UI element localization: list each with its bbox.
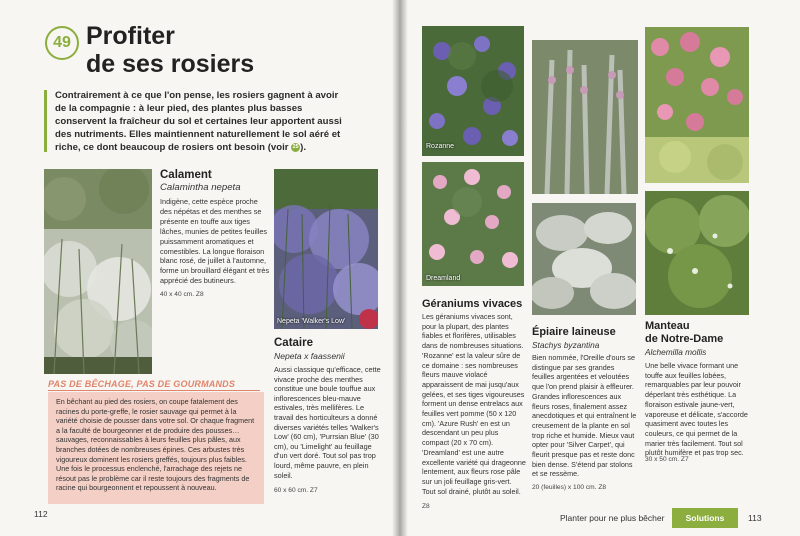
sidebar-box: [48, 392, 264, 504]
page-title: [86, 22, 326, 78]
geranium-rozanne-photo: [422, 26, 524, 156]
manteau-name-line-2: de Notre-Dame: [645, 333, 724, 345]
calament-name: Calament: [160, 169, 212, 181]
page-reference-badge: 25: [292, 144, 299, 151]
rozanne-photo-caption: Rozanne: [426, 143, 455, 150]
manteau-name: [645, 320, 723, 346]
cataire-photo: [274, 169, 378, 329]
intro-accent-bar: [44, 90, 47, 152]
page-number-right: 113: [748, 513, 762, 523]
chapter-number-badge: 49: [45, 26, 79, 60]
cataire-size: 60 x 60 cm. Z7: [274, 487, 318, 494]
intro-end: ).: [300, 142, 307, 154]
calament-description: Indigène, cette espèce proche des népétas et des menthes se présente en touffe aux tiges lâches, munies de petites feuilles puissamment aromatiques et comestibles. La longue floraison blanc rosé, de juillet à l'automne, forme un brouillard élégant et très apprécié des butineurs.: [160, 197, 270, 286]
cataire-photo-caption: Nepeta 'Walker's Low': [277, 318, 346, 325]
sidebar-box-rule: [48, 390, 260, 391]
calament-photo: [44, 169, 152, 374]
epiaire-size: 20 (feuilles) x 100 cm. Z8: [532, 484, 607, 491]
title-line-2: de ses rosiers: [86, 50, 255, 78]
epiaire-flower-photo: [532, 40, 638, 194]
sidebar-box-title: PAS DE BÊCHAGE, PAS DE GOURMANDS: [48, 379, 236, 389]
cataire-description: Aussi classique qu'efficace, cette vivace proche des menthes constitue une boule touffue aux inflorescences bleu-mauve estivales, très mellifères. Le travail des horticulteurs a donné diverses variétés telles 'Walker's Low' (60 cm), 'Purrsian Blue' (30 cm), ou 'Limelight' au feuillage d'un vert doré. Tout sol pas trop lourd, même pauvre, en plein soleil.: [274, 365, 381, 480]
title-line-1: Profiter: [86, 22, 175, 50]
footer-section-tab: Solutions: [672, 508, 738, 528]
manteau-latin: Alchemilla mollis: [645, 347, 707, 357]
calament-size: 40 x 40 cm. Z8: [160, 291, 204, 298]
calament-latin: Calamintha nepeta: [160, 182, 241, 193]
roses-photo: [645, 27, 749, 183]
geraniums-description: Les géraniums vivaces sont, pour la plupart, des plantes fiables et florifères, utilisables dans de nombreuses situations. 'Rozanne' est la valeur sûre de ce domaine : ses nombreuses fleurs mauve violacé apparaissent de mai jusqu'aux gelées, et ses tiges vigoureuses forment un dense entrelacs aux feuilles vert pomme (50 x 120 cm). 'Azure Rush' en est un descendant un peu plus compact (20 x 70 cm). 'Dreamland' est une autre excellente variété qui drageonne lentement, aux fleurs rose pâle sur un joli feuillage gris-vert. Tout sol drainé, plutôt au soleil.: [422, 312, 526, 496]
intro-text: Contrairement à ce que l'on pense, les rosiers gagnent à avoir de la compagnie : à leur pied, des plantes plus basses conservent la fraîcheur du sol et certaines leur apportent aussi des nutriments. Elles maintiennent naturellement le sol aéré et riche, ce dont beaucoup de rosiers ont besoin (voir: [55, 90, 342, 154]
intro-paragraph: [55, 89, 351, 154]
epiaire-name: Épiaire laineuse: [532, 326, 616, 338]
cataire-name: Cataire: [274, 337, 313, 349]
alchemilla-photo: [645, 191, 749, 315]
footer-section-label: Planter pour ne plus bêcher: [560, 513, 665, 523]
geraniums-name: Géraniums vivaces: [422, 298, 523, 310]
cataire-latin: Nepeta x faassenii: [274, 351, 345, 361]
manteau-description: Une belle vivace formant une touffe aux feuilles lobées, remarquables par leur pouvoir déperlant très esthétique. La floraison estivale jaune-vert, vaporeuse et délicate, s'accorde quasiment avec toutes les couleurs, ce qui permet de la marier très facilement. Tout sol plutôt humifère et pas trop sec.: [645, 361, 748, 458]
geraniums-size: Z8: [422, 503, 430, 510]
manteau-size: 30 x 50 cm. Z7: [645, 456, 689, 463]
dreamland-photo-caption: Dreamland: [426, 275, 461, 282]
book-gutter: [392, 0, 408, 536]
epiaire-description: Bien nommée, l'Oreille d'ours se distingue par ses grandes feuilles argentées et veloutées que l'on prend plaisir à effleurer. Grandes inflorescences aux fleurs roses, finalement assez anecdotiques et qui entraînent le creusement de la plante en sol trop riche et humide. Mieux vaut opter pour 'Silver Carpet', qui fleurit presque pas et reste donc bien dense. S'étend par stolons et se ressème.: [532, 353, 637, 479]
epiaire-leaf-photo: [532, 203, 636, 315]
manteau-name-line-1: Manteau: [645, 320, 690, 332]
sidebar-box-text: En bêchant au pied des rosiers, on coupe fatalement des racines du porte-greffe, le rosier sauvage qui permet à la variété choisie de pousser dans votre sol. Or chaque fragment a la faculté de bourgeonner et de produire des pousses… sauvages, reconnaissables à leurs feuilles plus pâles, aux branches dotées de nombreuses épines. Ces arbustes très vigoureux dominent les rosiers greffés, toujours plus faibles. Une fois le processus enclenché, l'arrachage des rejets ne résout pas le problème car il reste toujours des fragments de racine qui bourgeonnent et repoussent à nouveau.: [56, 397, 255, 493]
right-page: [400, 0, 800, 536]
page-number-left: 112: [34, 509, 48, 519]
geranium-dreamland-photo: [422, 162, 524, 286]
epiaire-latin: Stachys byzantina: [532, 340, 600, 350]
